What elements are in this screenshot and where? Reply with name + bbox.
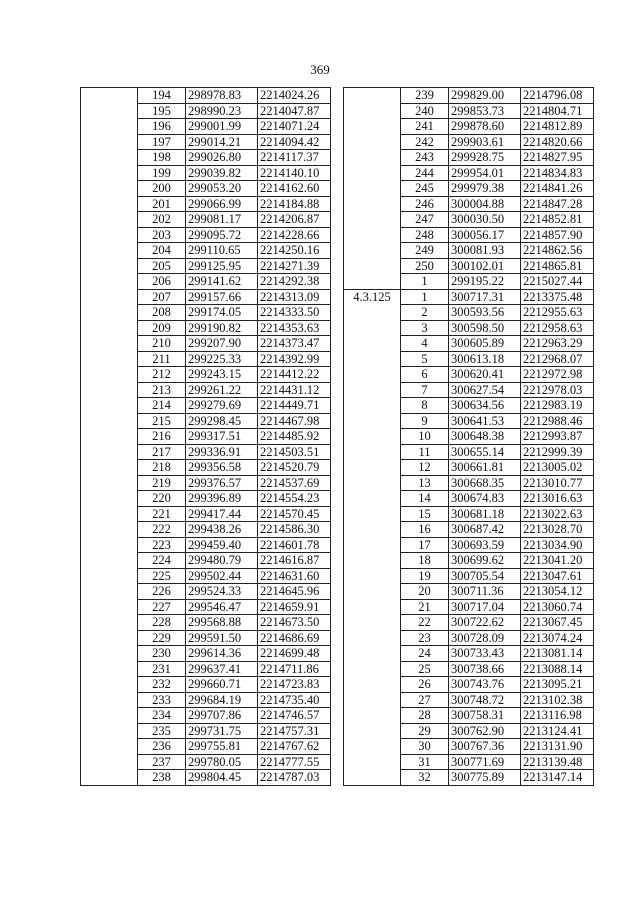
point-number-cell: 24 <box>401 646 449 662</box>
point-number-cell: 9 <box>401 413 449 429</box>
point-number-cell: 16 <box>401 522 449 538</box>
point-number-cell: 20 <box>401 584 449 600</box>
y-coordinate-cell: 2214777.55 <box>258 754 331 770</box>
point-number-cell: 203 <box>138 227 186 243</box>
x-coordinate-cell: 299225.33 <box>186 351 258 367</box>
point-number-cell: 208 <box>138 305 186 321</box>
point-number-cell: 8 <box>401 398 449 414</box>
y-coordinate-cell: 2214686.69 <box>258 630 331 646</box>
point-number-cell: 248 <box>401 227 449 243</box>
y-coordinate-cell: 2213095.21 <box>521 677 594 693</box>
point-number-cell: 221 <box>138 506 186 522</box>
y-coordinate-cell: 2214071.24 <box>258 119 331 135</box>
y-coordinate-cell: 2214431.12 <box>258 382 331 398</box>
y-coordinate-cell: 2214313.09 <box>258 289 331 305</box>
x-coordinate-cell: 299979.38 <box>449 181 521 197</box>
y-coordinate-cell: 2213060.74 <box>521 599 594 615</box>
point-number-cell: 6 <box>401 367 449 383</box>
y-coordinate-cell: 2213131.90 <box>521 739 594 755</box>
x-coordinate-cell: 300030.50 <box>449 212 521 228</box>
x-coordinate-cell: 299804.45 <box>186 770 258 786</box>
x-coordinate-cell: 299279.69 <box>186 398 258 414</box>
point-number-cell: 195 <box>138 103 186 119</box>
x-coordinate-cell: 300620.41 <box>449 367 521 383</box>
x-coordinate-cell: 298978.83 <box>186 88 258 104</box>
x-coordinate-cell: 300648.38 <box>449 429 521 445</box>
point-number-cell: 194 <box>138 88 186 104</box>
x-coordinate-cell: 299707.86 <box>186 708 258 724</box>
y-coordinate-cell: 2214412.22 <box>258 367 331 383</box>
x-coordinate-cell: 299081.17 <box>186 212 258 228</box>
point-number-cell: 215 <box>138 413 186 429</box>
x-coordinate-cell: 300705.54 <box>449 568 521 584</box>
x-coordinate-cell: 300722.62 <box>449 615 521 631</box>
x-coordinate-cell: 299298.45 <box>186 413 258 429</box>
point-number-cell: 198 <box>138 150 186 166</box>
x-coordinate-cell: 299190.82 <box>186 320 258 336</box>
y-coordinate-cell: 2212999.39 <box>521 444 594 460</box>
point-number-cell: 5 <box>401 351 449 367</box>
point-number-cell: 211 <box>138 351 186 367</box>
x-coordinate-cell: 299878.60 <box>449 119 521 135</box>
point-number-cell: 32 <box>401 770 449 786</box>
point-number-cell: 222 <box>138 522 186 538</box>
left-table-body <box>81 88 331 786</box>
x-coordinate-cell: 300655.14 <box>449 444 521 460</box>
x-coordinate-cell: 299568.88 <box>186 615 258 631</box>
x-coordinate-cell: 300687.42 <box>449 522 521 538</box>
y-coordinate-cell: 2214862.56 <box>521 243 594 259</box>
y-coordinate-cell: 2213005.02 <box>521 460 594 476</box>
x-coordinate-cell: 300641.53 <box>449 413 521 429</box>
page-number: 369 <box>310 62 330 77</box>
x-coordinate-cell: 300699.62 <box>449 553 521 569</box>
y-coordinate-cell: 2214645.96 <box>258 584 331 600</box>
point-number-cell: 235 <box>138 723 186 739</box>
y-coordinate-cell: 2214834.83 <box>521 165 594 181</box>
point-number-cell: 226 <box>138 584 186 600</box>
x-coordinate-cell: 299110.65 <box>186 243 258 259</box>
section-label-cell: 4.3.125 <box>344 289 401 785</box>
x-coordinate-cell: 299336.91 <box>186 444 258 460</box>
point-number-cell: 23 <box>401 630 449 646</box>
point-number-cell: 21 <box>401 599 449 615</box>
x-coordinate-cell: 299066.99 <box>186 196 258 212</box>
y-coordinate-cell: 2214787.03 <box>258 770 331 786</box>
x-coordinate-cell: 300102.01 <box>449 258 521 274</box>
y-coordinate-cell: 2214767.62 <box>258 739 331 755</box>
x-coordinate-cell: 299928.75 <box>449 150 521 166</box>
point-number-cell: 209 <box>138 320 186 336</box>
point-number-cell: 241 <box>401 119 449 135</box>
x-coordinate-cell: 299480.79 <box>186 553 258 569</box>
y-coordinate-cell: 2214537.69 <box>258 475 331 491</box>
x-coordinate-cell: 300743.76 <box>449 677 521 693</box>
y-coordinate-cell: 2214333.50 <box>258 305 331 321</box>
y-coordinate-cell: 2212963.29 <box>521 336 594 352</box>
x-coordinate-cell: 299001.99 <box>186 119 258 135</box>
x-coordinate-cell: 300693.59 <box>449 537 521 553</box>
point-number-cell: 30 <box>401 739 449 755</box>
x-coordinate-cell: 299684.19 <box>186 692 258 708</box>
point-number-cell: 202 <box>138 212 186 228</box>
point-number-cell: 22 <box>401 615 449 631</box>
y-coordinate-cell: 2212972.98 <box>521 367 594 383</box>
y-coordinate-cell: 2213054.12 <box>521 584 594 600</box>
x-coordinate-cell: 299195.22 <box>449 274 521 290</box>
y-coordinate-cell: 2214659.91 <box>258 599 331 615</box>
y-coordinate-cell: 2214162.60 <box>258 181 331 197</box>
x-coordinate-cell: 299614.36 <box>186 646 258 662</box>
x-coordinate-cell: 300668.35 <box>449 475 521 491</box>
y-coordinate-cell: 2212978.03 <box>521 382 594 398</box>
y-coordinate-cell: 2213088.14 <box>521 661 594 677</box>
x-coordinate-cell: 299053.20 <box>186 181 258 197</box>
point-number-cell: 15 <box>401 506 449 522</box>
x-coordinate-cell: 299502.44 <box>186 568 258 584</box>
y-coordinate-cell: 2214140.10 <box>258 165 331 181</box>
x-coordinate-cell: 299660.71 <box>186 677 258 693</box>
x-coordinate-cell: 299356.58 <box>186 460 258 476</box>
point-number-cell: 29 <box>401 723 449 739</box>
point-number-cell: 1 <box>401 289 449 305</box>
x-coordinate-cell: 299207.90 <box>186 336 258 352</box>
point-number-cell: 11 <box>401 444 449 460</box>
y-coordinate-cell: 2214271.39 <box>258 258 331 274</box>
y-coordinate-cell: 2214735.40 <box>258 692 331 708</box>
x-coordinate-cell: 299755.81 <box>186 739 258 755</box>
x-coordinate-cell: 299157.66 <box>186 289 258 305</box>
point-number-cell: 250 <box>401 258 449 274</box>
y-coordinate-cell: 2212993.87 <box>521 429 594 445</box>
point-number-cell: 238 <box>138 770 186 786</box>
point-number-cell: 201 <box>138 196 186 212</box>
point-number-cell: 14 <box>401 491 449 507</box>
x-coordinate-cell: 299853.73 <box>449 103 521 119</box>
y-coordinate-cell: 2214796.08 <box>521 88 594 104</box>
y-coordinate-cell: 2214601.78 <box>258 537 331 553</box>
y-coordinate-cell: 2214184.88 <box>258 196 331 212</box>
y-coordinate-cell: 2214616.87 <box>258 553 331 569</box>
x-coordinate-cell: 300661.81 <box>449 460 521 476</box>
x-coordinate-cell: 299438.26 <box>186 522 258 538</box>
point-number-cell: 207 <box>138 289 186 305</box>
x-coordinate-cell: 299014.21 <box>186 134 258 150</box>
point-number-cell: 224 <box>138 553 186 569</box>
point-number-cell: 225 <box>138 568 186 584</box>
left-coordinates-table <box>80 87 331 786</box>
y-coordinate-cell: 2214631.60 <box>258 568 331 584</box>
x-coordinate-cell: 299243.15 <box>186 367 258 383</box>
x-coordinate-cell: 299141.62 <box>186 274 258 290</box>
y-coordinate-cell: 2214206.87 <box>258 212 331 228</box>
right-coordinates-table <box>343 87 594 786</box>
point-number-cell: 217 <box>138 444 186 460</box>
x-coordinate-cell: 299459.40 <box>186 537 258 553</box>
x-coordinate-cell: 300767.36 <box>449 739 521 755</box>
point-number-cell: 210 <box>138 336 186 352</box>
point-number-cell: 227 <box>138 599 186 615</box>
x-coordinate-cell: 299731.75 <box>186 723 258 739</box>
x-coordinate-cell: 299125.95 <box>186 258 258 274</box>
point-number-cell: 228 <box>138 615 186 631</box>
y-coordinate-cell: 2214865.81 <box>521 258 594 274</box>
x-coordinate-cell: 300728.09 <box>449 630 521 646</box>
x-coordinate-cell: 299174.05 <box>186 305 258 321</box>
point-number-cell: 10 <box>401 429 449 445</box>
x-coordinate-cell: 299039.82 <box>186 165 258 181</box>
point-number-cell: 17 <box>401 537 449 553</box>
table-row <box>344 289 594 305</box>
point-number-cell: 25 <box>401 661 449 677</box>
x-coordinate-cell: 299780.05 <box>186 754 258 770</box>
x-coordinate-cell: 300771.69 <box>449 754 521 770</box>
point-number-cell: 27 <box>401 692 449 708</box>
y-coordinate-cell: 2212988.46 <box>521 413 594 429</box>
x-coordinate-cell: 300593.56 <box>449 305 521 321</box>
x-coordinate-cell: 300758.31 <box>449 708 521 724</box>
section-label-cell <box>81 88 138 786</box>
x-coordinate-cell: 299903.61 <box>449 134 521 150</box>
point-number-cell: 197 <box>138 134 186 150</box>
point-number-cell: 244 <box>401 165 449 181</box>
y-coordinate-cell: 2214094.42 <box>258 134 331 150</box>
point-number-cell: 214 <box>138 398 186 414</box>
y-coordinate-cell: 2213047.61 <box>521 568 594 584</box>
x-coordinate-cell: 299829.00 <box>449 88 521 104</box>
point-number-cell: 19 <box>401 568 449 584</box>
x-coordinate-cell: 299317.51 <box>186 429 258 445</box>
point-number-cell: 12 <box>401 460 449 476</box>
y-coordinate-cell: 2214847.28 <box>521 196 594 212</box>
y-coordinate-cell: 2214292.38 <box>258 274 331 290</box>
y-coordinate-cell: 2215027.44 <box>521 274 594 290</box>
y-coordinate-cell: 2214449.71 <box>258 398 331 414</box>
point-number-cell: 200 <box>138 181 186 197</box>
x-coordinate-cell: 300004.88 <box>449 196 521 212</box>
point-number-cell: 219 <box>138 475 186 491</box>
y-coordinate-cell: 2213022.63 <box>521 506 594 522</box>
point-number-cell: 233 <box>138 692 186 708</box>
x-coordinate-cell: 299261.22 <box>186 382 258 398</box>
point-number-cell: 242 <box>401 134 449 150</box>
point-number-cell: 249 <box>401 243 449 259</box>
point-number-cell: 28 <box>401 708 449 724</box>
point-number-cell: 31 <box>401 754 449 770</box>
x-coordinate-cell: 299546.47 <box>186 599 258 615</box>
point-number-cell: 212 <box>138 367 186 383</box>
x-coordinate-cell: 300613.18 <box>449 351 521 367</box>
point-number-cell: 26 <box>401 677 449 693</box>
x-coordinate-cell: 300775.89 <box>449 770 521 786</box>
y-coordinate-cell: 2214228.66 <box>258 227 331 243</box>
point-number-cell: 231 <box>138 661 186 677</box>
point-number-cell: 245 <box>401 181 449 197</box>
point-number-cell: 204 <box>138 243 186 259</box>
point-number-cell: 18 <box>401 553 449 569</box>
x-coordinate-cell: 300681.18 <box>449 506 521 522</box>
y-coordinate-cell: 2214723.83 <box>258 677 331 693</box>
y-coordinate-cell: 2214047.87 <box>258 103 331 119</box>
x-coordinate-cell: 300674.83 <box>449 491 521 507</box>
x-coordinate-cell: 299095.72 <box>186 227 258 243</box>
x-coordinate-cell: 300762.90 <box>449 723 521 739</box>
y-coordinate-cell: 2214673.50 <box>258 615 331 631</box>
point-number-cell: 213 <box>138 382 186 398</box>
point-number-cell: 223 <box>138 537 186 553</box>
x-coordinate-cell: 300081.93 <box>449 243 521 259</box>
y-coordinate-cell: 2214841.26 <box>521 181 594 197</box>
point-number-cell: 240 <box>401 103 449 119</box>
y-coordinate-cell: 2213147.14 <box>521 770 594 786</box>
x-coordinate-cell: 299026.80 <box>186 150 258 166</box>
y-coordinate-cell: 2214852.81 <box>521 212 594 228</box>
point-number-cell: 205 <box>138 258 186 274</box>
x-coordinate-cell: 300733.43 <box>449 646 521 662</box>
y-coordinate-cell: 2213375.48 <box>521 289 594 305</box>
point-number-cell: 218 <box>138 460 186 476</box>
point-number-cell: 234 <box>138 708 186 724</box>
y-coordinate-cell: 2214586.30 <box>258 522 331 538</box>
y-coordinate-cell: 2213041.20 <box>521 553 594 569</box>
x-coordinate-cell: 300598.50 <box>449 320 521 336</box>
y-coordinate-cell: 2214699.48 <box>258 646 331 662</box>
point-number-cell: 4 <box>401 336 449 352</box>
x-coordinate-cell: 299591.50 <box>186 630 258 646</box>
point-number-cell: 13 <box>401 475 449 491</box>
point-number-cell: 220 <box>138 491 186 507</box>
point-number-cell: 1 <box>401 274 449 290</box>
y-coordinate-cell: 2214353.63 <box>258 320 331 336</box>
y-coordinate-cell: 2213139.48 <box>521 754 594 770</box>
y-coordinate-cell: 2214857.90 <box>521 227 594 243</box>
y-coordinate-cell: 2214117.37 <box>258 150 331 166</box>
y-coordinate-cell: 2214520.79 <box>258 460 331 476</box>
point-number-cell: 3 <box>401 320 449 336</box>
y-coordinate-cell: 2213102.38 <box>521 692 594 708</box>
right-table-body <box>344 88 594 786</box>
y-coordinate-cell: 2212955.63 <box>521 305 594 321</box>
y-coordinate-cell: 2214392.99 <box>258 351 331 367</box>
x-coordinate-cell: 300056.17 <box>449 227 521 243</box>
y-coordinate-cell: 2213081.14 <box>521 646 594 662</box>
x-coordinate-cell: 299637.41 <box>186 661 258 677</box>
point-number-cell: 230 <box>138 646 186 662</box>
x-coordinate-cell: 300717.31 <box>449 289 521 305</box>
y-coordinate-cell: 2214373.47 <box>258 336 331 352</box>
x-coordinate-cell: 300711.36 <box>449 584 521 600</box>
x-coordinate-cell: 299954.01 <box>449 165 521 181</box>
y-coordinate-cell: 2214804.71 <box>521 103 594 119</box>
y-coordinate-cell: 2213028.70 <box>521 522 594 538</box>
x-coordinate-cell: 298990.23 <box>186 103 258 119</box>
y-coordinate-cell: 2214485.92 <box>258 429 331 445</box>
y-coordinate-cell: 2213034.90 <box>521 537 594 553</box>
point-number-cell: 243 <box>401 150 449 166</box>
point-number-cell: 199 <box>138 165 186 181</box>
point-number-cell: 2 <box>401 305 449 321</box>
point-number-cell: 232 <box>138 677 186 693</box>
x-coordinate-cell: 299396.89 <box>186 491 258 507</box>
x-coordinate-cell: 300605.89 <box>449 336 521 352</box>
point-number-cell: 7 <box>401 382 449 398</box>
point-number-cell: 246 <box>401 196 449 212</box>
y-coordinate-cell: 2214467.98 <box>258 413 331 429</box>
y-coordinate-cell: 2214711.86 <box>258 661 331 677</box>
y-coordinate-cell: 2213067.45 <box>521 615 594 631</box>
y-coordinate-cell: 2214757.31 <box>258 723 331 739</box>
point-number-cell: 216 <box>138 429 186 445</box>
point-number-cell: 196 <box>138 119 186 135</box>
y-coordinate-cell: 2212968.07 <box>521 351 594 367</box>
y-coordinate-cell: 2214820.66 <box>521 134 594 150</box>
x-coordinate-cell: 299376.57 <box>186 475 258 491</box>
x-coordinate-cell: 300748.72 <box>449 692 521 708</box>
y-coordinate-cell: 2214554.23 <box>258 491 331 507</box>
x-coordinate-cell: 299417.44 <box>186 506 258 522</box>
point-number-cell: 206 <box>138 274 186 290</box>
y-coordinate-cell: 2214812.89 <box>521 119 594 135</box>
y-coordinate-cell: 2214570.45 <box>258 506 331 522</box>
x-coordinate-cell: 300634.56 <box>449 398 521 414</box>
x-coordinate-cell: 300738.66 <box>449 661 521 677</box>
x-coordinate-cell: 300627.54 <box>449 382 521 398</box>
y-coordinate-cell: 2214503.51 <box>258 444 331 460</box>
y-coordinate-cell: 2214024.26 <box>258 88 331 104</box>
x-coordinate-cell: 299524.33 <box>186 584 258 600</box>
point-number-cell: 247 <box>401 212 449 228</box>
y-coordinate-cell: 2214827.95 <box>521 150 594 166</box>
y-coordinate-cell: 2213074.24 <box>521 630 594 646</box>
y-coordinate-cell: 2212983.19 <box>521 398 594 414</box>
point-number-cell: 239 <box>401 88 449 104</box>
y-coordinate-cell: 2213124.41 <box>521 723 594 739</box>
y-coordinate-cell: 2213010.77 <box>521 475 594 491</box>
section-label-cell <box>344 88 401 290</box>
point-number-cell: 237 <box>138 754 186 770</box>
table-row <box>344 88 594 104</box>
y-coordinate-cell: 2213016.63 <box>521 491 594 507</box>
table-row <box>81 88 331 104</box>
x-coordinate-cell: 300717.04 <box>449 599 521 615</box>
point-number-cell: 236 <box>138 739 186 755</box>
y-coordinate-cell: 2212958.63 <box>521 320 594 336</box>
y-coordinate-cell: 2214250.16 <box>258 243 331 259</box>
y-coordinate-cell: 2213116.98 <box>521 708 594 724</box>
y-coordinate-cell: 2214746.57 <box>258 708 331 724</box>
point-number-cell: 229 <box>138 630 186 646</box>
